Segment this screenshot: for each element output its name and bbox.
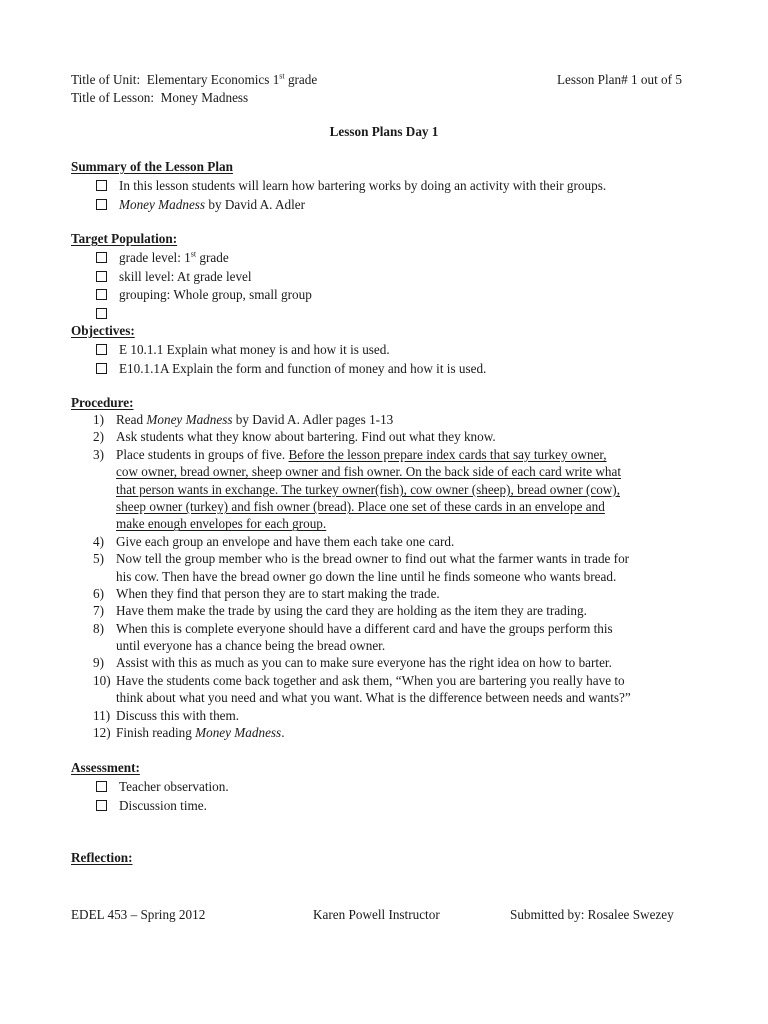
step-number: 5) xyxy=(93,551,104,567)
step-text: Have them make the trade by using the card they are holding as the item they are trading. xyxy=(116,603,587,619)
step-text: Discuss this with them. xyxy=(116,707,240,723)
procedure-step xyxy=(93,654,703,671)
step-text-underlined: make enough envelopes for each group. xyxy=(116,516,327,532)
procedure-step xyxy=(93,550,703,585)
procedure-step xyxy=(93,672,703,707)
procedure-step xyxy=(93,446,703,533)
step-text: . xyxy=(281,725,285,741)
grade-tail: grade xyxy=(196,250,229,265)
target-heading: Target Population: xyxy=(71,231,178,246)
grade-level: grade level: 1 xyxy=(119,250,191,265)
book-title: Money Madness xyxy=(146,412,233,427)
procedure-step xyxy=(93,724,703,741)
step-text: When they find that person they are to start making the trade. xyxy=(116,585,440,601)
step-text: Finish reading xyxy=(116,725,196,741)
step-text: think about what you need and what you want. What is the difference between needs and wants?” xyxy=(116,690,631,706)
procedure-list xyxy=(93,411,703,741)
list-item xyxy=(96,797,229,816)
procedure-step xyxy=(93,428,703,445)
step-text: his cow. Then have the bread owner go down the line until he finds someone who wants bread. xyxy=(116,568,617,584)
assessment-heading: Assessment: xyxy=(71,760,140,775)
step-number: 11) xyxy=(93,707,111,723)
list-item xyxy=(96,268,312,287)
list-item xyxy=(96,305,312,321)
procedure-heading: Procedure: xyxy=(71,395,134,410)
checkbox-icon xyxy=(96,271,107,282)
grade-sup: st xyxy=(190,249,197,259)
step-number: 6) xyxy=(93,585,104,601)
list-item xyxy=(96,177,606,196)
step-number: 2) xyxy=(93,429,104,445)
objective-text: E10.1.1A Explain the form and function of money and how it is used. xyxy=(119,360,487,376)
objectives-list xyxy=(96,341,486,378)
procedure-step xyxy=(93,620,703,655)
unit-title-value: Elementary Economics 1 xyxy=(146,72,280,87)
procedure-step xyxy=(93,585,703,602)
step-text-underlined: cow owner, bread owner, sheep owner and fish owner. On the back side of each card write what xyxy=(116,464,622,480)
page-title: Lesson Plans Day 1 xyxy=(329,124,439,139)
target-list xyxy=(96,249,312,321)
step-number: 12) xyxy=(93,725,111,741)
summary-item-text: by David A. Adler xyxy=(205,196,306,212)
checkbox-icon xyxy=(96,308,107,319)
list-item xyxy=(96,196,606,215)
assessment-text: Teacher observation. xyxy=(119,779,229,794)
list-item xyxy=(96,249,312,268)
checkbox-icon xyxy=(96,363,107,374)
summary-heading: Summary of the Lesson Plan xyxy=(71,159,233,174)
checkbox-icon xyxy=(96,180,107,191)
list-item xyxy=(96,286,312,305)
procedure-step xyxy=(93,411,703,428)
assessment-list xyxy=(96,778,229,815)
unit-title-sup: st xyxy=(279,71,285,81)
checkbox-icon xyxy=(96,289,107,300)
footer-course: EDEL 453 – Spring 2012 xyxy=(71,907,206,922)
procedure-step xyxy=(93,533,703,550)
grouping: grouping: Whole group, small group xyxy=(119,287,312,302)
list-item xyxy=(96,341,486,360)
checkbox-icon xyxy=(96,344,107,355)
step-text-underlined: Before the lesson prepare index cards that say turkey owner, xyxy=(288,446,607,462)
summary-list xyxy=(96,177,606,214)
reflection-heading: Reflection: xyxy=(71,850,133,865)
summary-item-text: In this lesson students will learn how bartering works by doing an activity with their groups. xyxy=(119,178,607,193)
step-text: Ask students what they know about bartering. Find out what they know. xyxy=(116,429,496,445)
list-item xyxy=(96,778,229,797)
unit-title-tail: grade xyxy=(284,72,318,87)
skill-level: skill level: At grade level xyxy=(119,268,252,284)
step-number: 4) xyxy=(93,533,104,549)
lesson-title-line xyxy=(71,89,248,106)
step-number: 3) xyxy=(93,446,104,462)
step-text: by David A. Adler pages 1-13 xyxy=(232,412,394,427)
lesson-title-label: Title of Lesson: xyxy=(71,90,155,105)
step-text: Now tell the group member who is the bread owner to find out what the farmer wants in trade for xyxy=(116,551,630,567)
checkbox-icon xyxy=(96,252,107,263)
checkbox-icon xyxy=(96,800,107,811)
assessment-text: Discussion time. xyxy=(119,797,207,813)
step-text: until everyone has a chance being the bread owner. xyxy=(116,638,386,654)
step-number: 1) xyxy=(93,412,104,427)
objective-text: E 10.1.1 Explain what money is and how it is used. xyxy=(119,342,390,357)
step-text: Place students in groups of five. xyxy=(116,446,289,462)
step-number: 9) xyxy=(93,655,104,671)
step-text-underlined: sheep owner (turkey) and fish owner (bread). Place one set of these cards in an envelope and xyxy=(116,498,605,514)
checkbox-icon xyxy=(96,781,107,792)
step-text: Assist with this as much as you can to make sure everyone has the right idea on how to barter. xyxy=(116,655,612,671)
book-title: Money Madness xyxy=(119,196,206,212)
step-text: When this is complete everyone should have a different card and have the groups perform this xyxy=(116,620,613,636)
step-number: 7) xyxy=(93,603,104,619)
lesson-title-value: Money Madness xyxy=(160,90,249,105)
step-text: Have the students come back together and ask them, “When you are bartering you really have to xyxy=(116,672,625,688)
unit-title-label: Title of Unit: xyxy=(71,72,141,87)
list-item xyxy=(96,360,486,379)
step-text: Read xyxy=(116,412,147,427)
lesson-plan-number: Lesson Plan# 1 out of 5 xyxy=(557,72,682,87)
procedure-step xyxy=(93,602,703,619)
step-number: 10) xyxy=(93,672,111,688)
unit-title-line xyxy=(71,71,317,88)
book-title: Money Madness xyxy=(195,725,282,741)
footer-instructor: Karen Powell Instructor xyxy=(313,907,440,922)
step-number: 8) xyxy=(93,620,104,636)
checkbox-icon xyxy=(96,199,107,210)
objectives-heading: Objectives: xyxy=(71,323,135,338)
procedure-step xyxy=(93,707,703,724)
footer-submitted-by: Submitted by: Rosalee Swezey xyxy=(510,907,674,922)
step-text-underlined: that person wants in exchange. The turkey owner(fish), cow owner (sheep), bread owner (cow), xyxy=(116,481,620,497)
step-text: Give each group an envelope and have them each take one card. xyxy=(116,533,455,549)
